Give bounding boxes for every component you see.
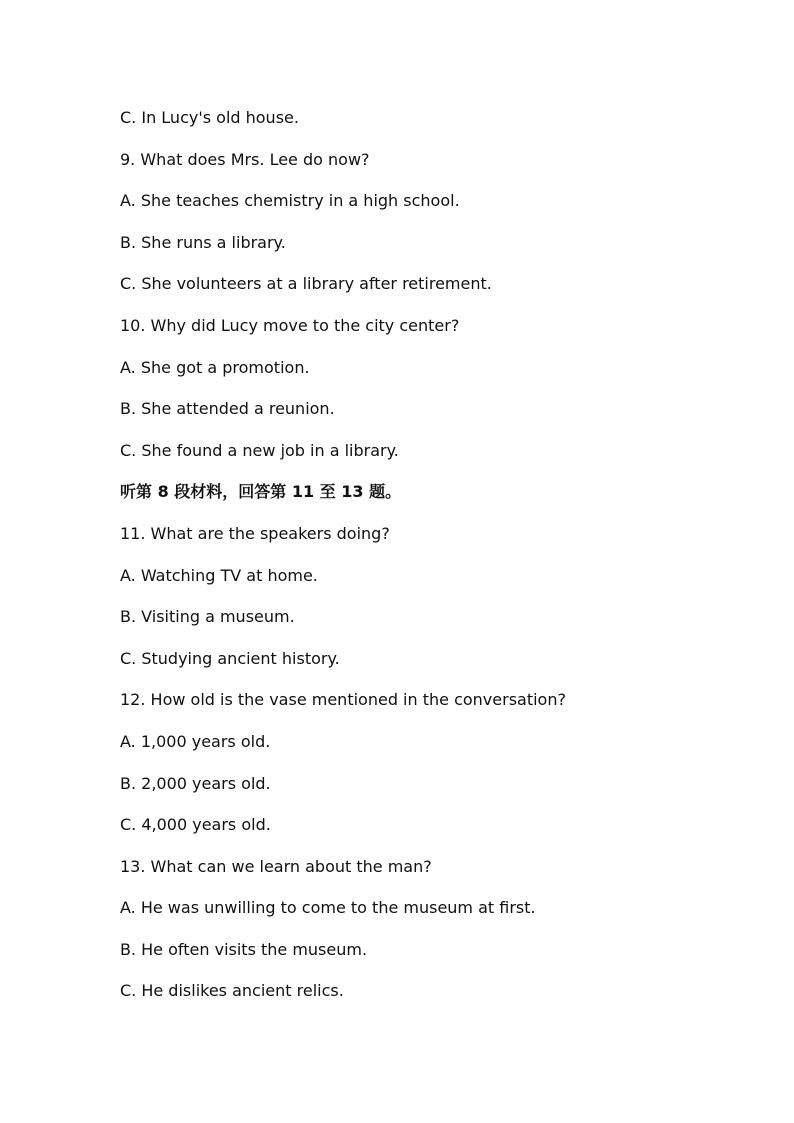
answer-option-13b: B. He often visits the museum. bbox=[120, 939, 368, 959]
answer-option-8c: C. In Lucy's old house. bbox=[120, 108, 299, 127]
question-12: 12. How old is the vase mentioned in the conversation? bbox=[120, 690, 566, 710]
answer-option-13c: C. He dislikes ancient relics. bbox=[120, 981, 344, 1001]
answer-option-10a: A. She got a promotion. bbox=[120, 357, 310, 377]
answer-option-10c: C. She found a new job in a library. bbox=[120, 440, 399, 460]
section-instruction: 听第 8 段材料，回答第 11 至 13 题。 bbox=[120, 482, 402, 502]
answer-option-11a: A. Watching TV at home. bbox=[120, 565, 318, 585]
answer-option-12c: C. 4,000 years old. bbox=[120, 815, 271, 835]
answer-option-12a: A. 1,000 years old. bbox=[120, 731, 271, 751]
answer-option-9c: C. She volunteers at a library after retirement. bbox=[120, 274, 492, 294]
answer-option-11c: C. Studying ancient history. bbox=[120, 648, 340, 668]
answer-option-9a: A. She teaches chemistry in a high school. bbox=[120, 191, 460, 211]
question-11: 11. What are the speakers doing? bbox=[120, 523, 390, 543]
answer-option-9b: B. She runs a library. bbox=[120, 232, 286, 252]
question-text-block bbox=[120, 106, 760, 1021]
answer-option-13a: A. He was unwilling to come to the museum at first. bbox=[120, 898, 536, 918]
question-10: 10. Why did Lucy move to the city center? bbox=[120, 315, 460, 335]
answer-option-10b: B. She attended a reunion. bbox=[120, 399, 335, 419]
answer-option-12b: B. 2,000 years old. bbox=[120, 773, 271, 793]
question-9: 9. What does Mrs. Lee do now? bbox=[120, 149, 370, 169]
question-13: 13. What can we learn about the man? bbox=[120, 856, 432, 876]
answer-option-11b: B. Visiting a museum. bbox=[120, 607, 295, 627]
